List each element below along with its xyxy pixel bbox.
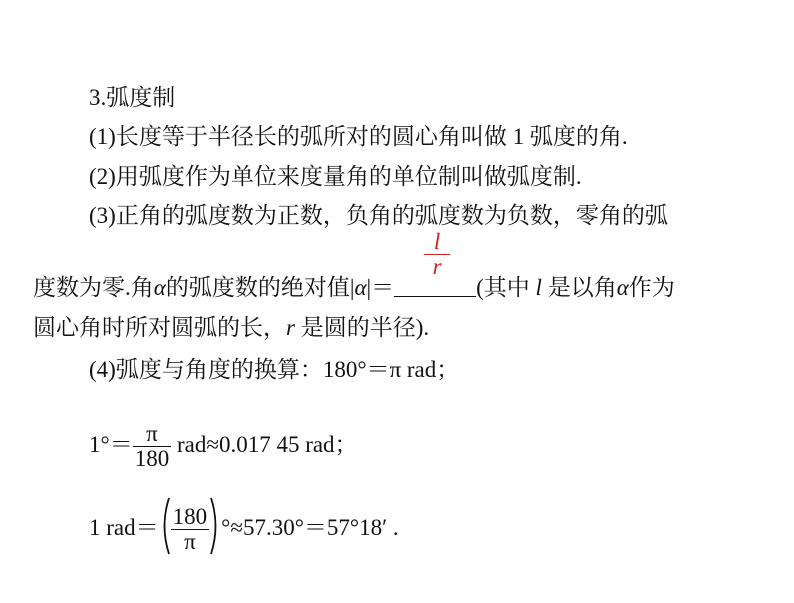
alpha-symbol: α [354,275,367,300]
text-segment: 度数为零.角 [33,275,154,300]
alpha-symbol: α [153,275,166,300]
fraction-180-over-pi [171,505,210,554]
text-segment: (其中 [476,275,536,300]
paragraph-1: (1)长度等于半径长的弧所对的圆心角叫做 1 弧度的角. [89,124,628,149]
paragraph-3-line-3 [33,314,429,342]
answer-blank [394,229,476,297]
text-segment: 的弧度数的绝对值| [165,275,355,300]
section-heading: 3.弧度制 [89,85,176,110]
right-paren-icon [209,496,221,563]
fraction-pi-over-180 [133,422,172,471]
r-symbol: r [286,315,295,340]
text-segment: |＝ [366,275,395,300]
l-symbol: l [535,275,542,300]
paragraph-3-line-1: (3)正角的弧度数为正数，负角的弧度数为负数，零角的弧 [89,203,668,228]
formula-suffix: °≈57.30°＝57°18′ . [221,514,399,540]
formula-prefix: 1°＝ [89,431,133,457]
text-segment: 作为 [628,275,675,300]
paragraph-2: (2)用弧度作为单位来度量角的单位制叫做弧度制. [89,164,582,189]
left-paren-icon [159,496,171,563]
fraction-numerator: π [146,421,158,446]
fraction-denominator: 180 [134,446,170,471]
text-segment: 圆心角时所对圆弧的长， [33,315,286,340]
fraction-denominator: r [432,254,442,279]
text-segment: 是以角 [541,275,617,300]
fraction-numerator: l [424,230,450,255]
paragraph-4: (4)弧度与角度的换算：180°＝π rad； [89,357,460,382]
formula-rad-to-degree [89,496,399,563]
alpha-symbol: α [616,275,629,300]
formula-degree-to-rad [89,422,358,471]
formula-suffix: rad≈0.017 45 rad； [171,431,358,457]
paragraph-3-line-2 [33,229,675,302]
answer-fraction [424,230,450,279]
fraction-denominator: π [184,529,196,554]
text-segment: 是圆的半径). [294,315,430,340]
formula-prefix: 1 rad＝ [89,514,159,540]
fraction-numerator: 180 [172,504,208,529]
